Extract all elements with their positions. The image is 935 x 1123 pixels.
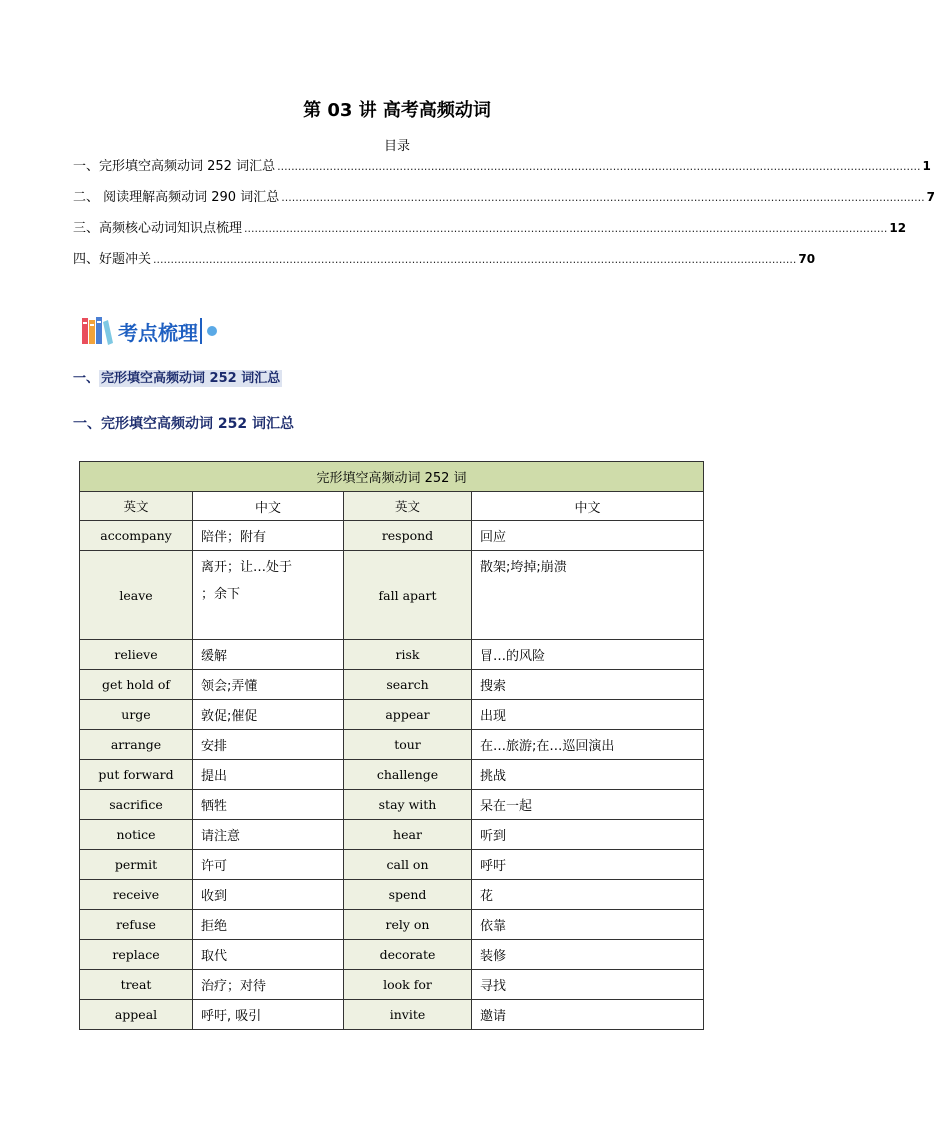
english-word: sacrifice	[80, 790, 193, 820]
chinese-meaning: 在…旅游;在…巡回演出	[472, 730, 704, 760]
toc-entry-page: 7	[926, 190, 935, 204]
english-word: fall apart	[344, 551, 472, 640]
text-cursor	[200, 318, 202, 344]
chinese-meaning: 牺牲	[193, 790, 344, 820]
chinese-meaning: 依靠	[472, 910, 704, 940]
english-word: look for	[344, 970, 472, 1000]
english-word: spend	[344, 880, 472, 910]
toc-entry[interactable]	[73, 156, 931, 187]
chinese-meaning: 邀请	[472, 1000, 704, 1030]
chinese-meaning: 冒…的风险	[472, 640, 704, 670]
english-word: hear	[344, 820, 472, 850]
table-row	[80, 1000, 704, 1030]
english-word: stay with	[344, 790, 472, 820]
chinese-meaning: 拒绝	[193, 910, 344, 940]
english-word: replace	[80, 940, 193, 970]
english-word: rely on	[344, 910, 472, 940]
banner-label: 考点梳理	[118, 320, 198, 345]
chinese-meaning	[193, 551, 344, 640]
chinese-meaning: 搜索	[472, 670, 704, 700]
chinese-meaning: 敦促;催促	[193, 700, 344, 730]
chinese-meaning: 缓解	[193, 640, 344, 670]
table-caption: 完形填空高频动词 252 词	[80, 462, 704, 492]
chinese-meaning: 花	[472, 880, 704, 910]
toc-entry-label: 四、好题冲关	[73, 252, 152, 267]
books-icon	[80, 314, 114, 348]
toc-leader-dots: ........................................................................................................................................................................................	[281, 191, 925, 204]
chinese-meaning: 散架;垮掉;崩溃	[472, 551, 704, 640]
english-word: refuse	[80, 910, 193, 940]
chinese-meaning: 取代	[193, 940, 344, 970]
table-row	[80, 790, 704, 820]
english-word: treat	[80, 970, 193, 1000]
chinese-meaning-line: ；余下	[201, 587, 241, 602]
section-heading: 一、完形填空高频动词 252 词汇总	[73, 416, 294, 432]
toc-entry-page: 1	[922, 159, 931, 173]
english-word: risk	[344, 640, 472, 670]
english-word: challenge	[344, 760, 472, 790]
table-row	[80, 760, 704, 790]
english-word: search	[344, 670, 472, 700]
english-word: permit	[80, 850, 193, 880]
chinese-meaning: 呼吁, 吸引	[193, 1000, 344, 1030]
section-link-highlight: 完形填空高频动词 252 词汇总	[101, 371, 281, 386]
table-row	[80, 880, 704, 910]
chinese-meaning: 出现	[472, 700, 704, 730]
english-word: urge	[80, 700, 193, 730]
english-word: appear	[344, 700, 472, 730]
english-word: put forward	[80, 760, 193, 790]
vocab-table	[79, 461, 704, 1030]
toc-entry[interactable]	[73, 218, 907, 249]
table-row	[80, 970, 704, 1000]
toc-entry-label: 一、完形填空高频动词 252 词汇总	[73, 159, 276, 174]
column-header: 英文	[344, 492, 472, 521]
toc-entry[interactable]	[73, 249, 816, 280]
table-row	[80, 551, 704, 640]
chinese-meaning-line: 离开；让…处于	[201, 560, 293, 575]
english-word: relieve	[80, 640, 193, 670]
toc-heading: 目录	[383, 139, 410, 154]
chinese-meaning: 陪伴；附有	[193, 521, 344, 551]
chinese-meaning: 治疗；对待	[193, 970, 344, 1000]
table-row	[80, 670, 704, 700]
toc-entry-page: 12	[889, 221, 907, 235]
section-link-prefix: 一、	[73, 371, 100, 386]
chinese-meaning: 领会;弄懂	[193, 670, 344, 700]
english-word: leave	[80, 551, 193, 640]
chinese-meaning: 寻找	[472, 970, 704, 1000]
toc-entry-page: 70	[798, 252, 816, 266]
english-word: appeal	[80, 1000, 193, 1030]
column-header: 英文	[80, 492, 193, 521]
banner-dot	[207, 326, 217, 336]
english-word: notice	[80, 820, 193, 850]
chinese-meaning: 挑战	[472, 760, 704, 790]
chinese-meaning: 提出	[193, 760, 344, 790]
chinese-meaning: 收到	[193, 880, 344, 910]
table-row	[80, 910, 704, 940]
section-banner	[80, 311, 217, 351]
english-word: accompany	[80, 521, 193, 551]
chinese-meaning: 呼吁	[472, 850, 704, 880]
document-title: 第 03 讲 高考高频动词	[303, 100, 491, 121]
table-row	[80, 940, 704, 970]
english-word: decorate	[344, 940, 472, 970]
table-row	[80, 640, 704, 670]
table-of-contents	[73, 156, 935, 280]
chinese-meaning: 听到	[472, 820, 704, 850]
english-word: get hold of	[80, 670, 193, 700]
english-word: respond	[344, 521, 472, 551]
toc-entry-label: 三、高频核心动词知识点梳理	[73, 221, 243, 236]
table-row	[80, 700, 704, 730]
toc-entry-label: 二、 阅读理解高频动词 290 词汇总	[73, 190, 280, 205]
toc-leader-dots: ........................................................................................................................................................................................	[277, 160, 921, 173]
chinese-meaning: 请注意	[193, 820, 344, 850]
toc-entry[interactable]	[73, 187, 935, 218]
english-word: arrange	[80, 730, 193, 760]
english-word: receive	[80, 880, 193, 910]
table-row	[80, 820, 704, 850]
section-link[interactable]	[73, 367, 282, 386]
table-row	[80, 850, 704, 880]
english-word: invite	[344, 1000, 472, 1030]
table-row	[80, 521, 704, 551]
toc-leader-dots: ........................................................................................................................................................................................	[244, 222, 888, 235]
english-word: call on	[344, 850, 472, 880]
chinese-meaning: 呆在一起	[472, 790, 704, 820]
toc-leader-dots: ........................................................................................................................................................................................	[153, 253, 797, 266]
column-header: 中文	[472, 492, 704, 521]
chinese-meaning: 安排	[193, 730, 344, 760]
chinese-meaning: 装修	[472, 940, 704, 970]
chinese-meaning: 许可	[193, 850, 344, 880]
chinese-meaning: 回应	[472, 521, 704, 551]
table-row	[80, 730, 704, 760]
column-header: 中文	[193, 492, 344, 521]
english-word: tour	[344, 730, 472, 760]
